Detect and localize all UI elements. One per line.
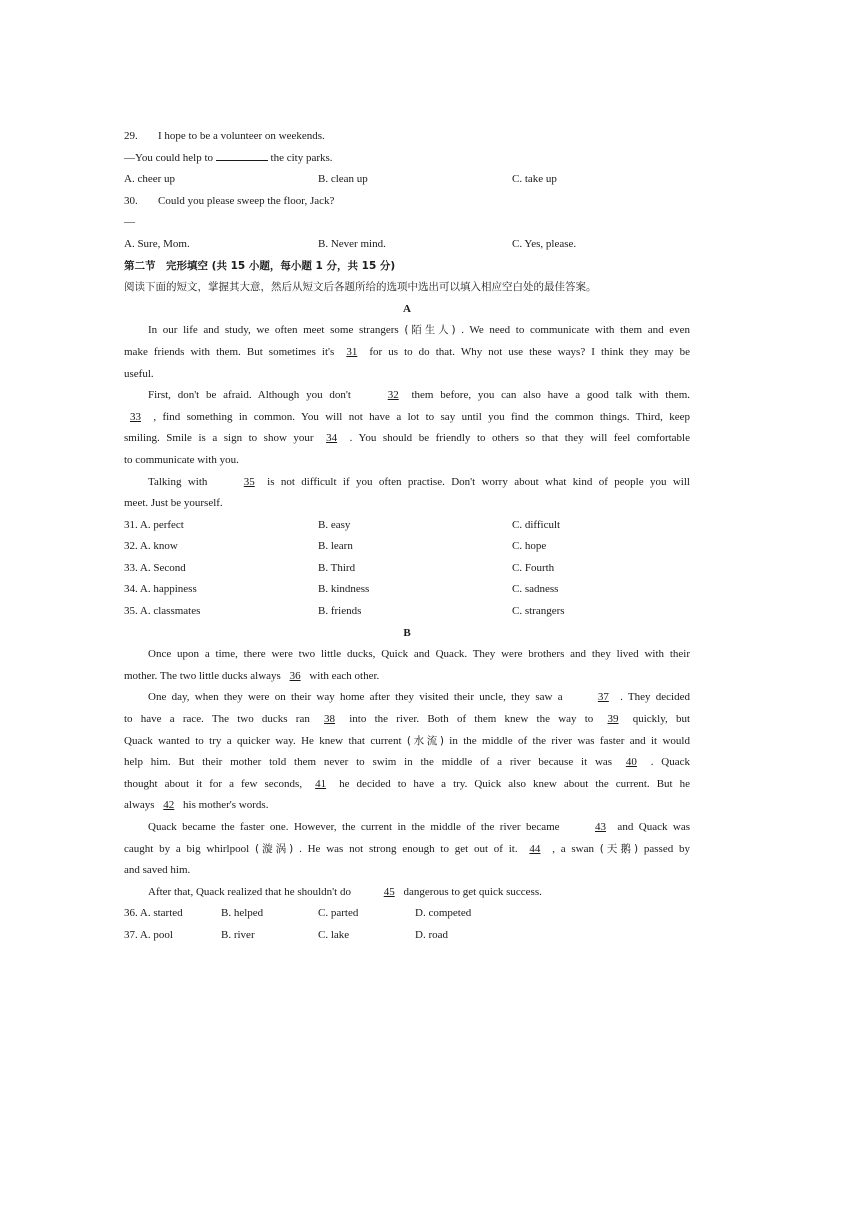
option-a: 32. A. know — [124, 540, 178, 553]
blank-42: 42 — [163, 799, 175, 812]
q29-option-a: A. cheer up — [124, 173, 176, 186]
text-span: always — [124, 799, 158, 812]
text-span: dangerous to get quick success. — [400, 885, 542, 898]
blank-34: 34 — [326, 432, 338, 445]
passage-a-line — [124, 493, 690, 515]
gloss-current: (水流) — [406, 734, 444, 747]
gloss-swan: (天鹅) — [599, 842, 639, 855]
q29-number: 29. — [124, 130, 138, 142]
q29-prompt-text: I hope to be a volunteer on weekends. — [158, 130, 325, 142]
blank-32: 32 — [387, 389, 399, 402]
passage-b-line — [124, 731, 690, 753]
text-span: . We need to communicate with them and even — [455, 324, 690, 337]
passage-a-line — [124, 472, 690, 494]
passage-a-label: A — [403, 302, 411, 315]
option-a: 36. A. started — [124, 907, 183, 920]
option-c: C. difficult — [512, 518, 561, 531]
text-span: into the river. Both of them knew the way to — [341, 713, 602, 726]
text-span: . Quack — [642, 756, 690, 769]
option-b: B. friends — [318, 605, 362, 618]
passage-a-line — [124, 364, 690, 386]
option-a: 33. A. Second — [124, 561, 186, 574]
blank-31: 31 — [346, 345, 358, 358]
option-d: D. competed — [415, 907, 472, 920]
text-span: Talking with — [148, 475, 214, 488]
blank-43: 43 — [595, 821, 606, 833]
section-title: 第二节 完形填空 (共 15 小题，每小题 1 分，共 15 分) — [124, 259, 396, 272]
text-span: useful. — [124, 367, 154, 380]
passage-a-line — [124, 407, 690, 429]
options-a — [124, 515, 690, 623]
q29-options — [124, 169, 690, 191]
option-a: 37. A. pool — [124, 928, 173, 941]
blank-39: 39 — [607, 713, 619, 726]
option-a: 35. A. classmates — [124, 605, 201, 618]
option-row — [124, 536, 690, 558]
q29-option-c: C. take up — [512, 173, 557, 186]
q29-prompt — [124, 126, 690, 148]
blank-40: 40 — [625, 756, 637, 769]
q29-blank — [216, 150, 268, 161]
text-span: (陌生人) — [404, 324, 456, 337]
text-span: After that, Quack realized that he shouldn't do — [148, 885, 354, 898]
passage-a-line — [124, 385, 690, 407]
option-row — [124, 579, 690, 601]
passage-b-line — [124, 839, 690, 861]
text-span: Quack became the faster one. However, the current in the middle of the river became — [148, 821, 565, 833]
blank-45: 45 — [383, 885, 395, 898]
option-b: B. helped — [221, 907, 264, 920]
text-span: in the middle of the river was faster and it would — [443, 734, 690, 747]
text-span: . He was not strong enough to get out of it. — [293, 842, 524, 855]
text-span: caught by a big whirlpool — [124, 842, 255, 855]
blank-38: 38 — [324, 713, 336, 726]
text-span: passed by — [638, 842, 691, 855]
blank-33: 33 — [130, 410, 141, 423]
text-span: them before, you can also have a good talk with them. — [404, 389, 691, 402]
q29-option-b: B. clean up — [318, 173, 368, 186]
blank-37: 37 — [597, 691, 609, 704]
option-c: C. lake — [318, 928, 350, 941]
passage-a-line — [124, 320, 690, 342]
option-d: D. road — [415, 928, 448, 941]
text-span: with each other. — [306, 669, 380, 682]
q29-reply-before: —You could help to — [124, 151, 214, 164]
q30-options — [124, 234, 690, 256]
option-row — [124, 558, 690, 580]
option-b: B. Third — [318, 561, 356, 574]
text-span: is not difficult if you often practise. Don't worry about what kind of people you will — [260, 475, 690, 488]
text-span: . You should be friendly to others so that they will feel comfortable — [343, 432, 690, 445]
passage-a-line — [124, 342, 690, 364]
option-c: C. hope — [512, 540, 547, 553]
option-a: 34. A. happiness — [124, 583, 197, 596]
blank-41: 41 — [315, 777, 327, 790]
passage-b-line — [124, 666, 690, 688]
q30-option-c: C. Yes, please. — [512, 237, 577, 250]
q29-reply — [124, 148, 690, 170]
text-span: First, don't be afraid. Although you don't — [148, 389, 358, 402]
passage-b-line: Once upon a time, there were two little ducks, Quick and Quack. They were brothers and they lived with their — [148, 648, 690, 661]
text-span: smiling. Smile is a sign to show your — [124, 432, 321, 445]
q30-prompt — [124, 191, 690, 213]
blank-35: 35 — [243, 475, 255, 488]
text-span: thought about it for a few seconds, — [124, 777, 310, 790]
option-c: C. Fourth — [512, 561, 555, 574]
passage-b-line — [124, 817, 690, 839]
passage-b-line — [124, 795, 690, 817]
text-span: he decided to have a try. Quick also knew about the current. But he — [332, 777, 690, 790]
option-c: C. strangers — [512, 605, 565, 618]
q30-prompt-text: Could you please sweep the floor, Jack? — [158, 194, 335, 207]
q30-option-a: A. Sure, Mom. — [124, 237, 190, 250]
q30-number: 30. — [124, 194, 138, 207]
text-span: help him. But their mother told them never to swim in the middle of a river because it was — [124, 756, 620, 769]
option-c: C. sadness — [512, 583, 559, 596]
text-span: Quack wanted to try a quicker way. He knew that current — [124, 734, 407, 747]
text-span: . They decided — [614, 691, 690, 704]
text-span: One day, when they were on their way home after they visited their uncle, they saw a — [148, 691, 568, 704]
text-span: meet. Just be yourself. — [124, 497, 223, 510]
text-span: to communicate with you. — [124, 453, 239, 466]
passage-a-line — [124, 428, 690, 450]
option-row — [124, 601, 690, 623]
passage-b-line — [124, 752, 690, 774]
option-b: B. river — [221, 928, 255, 941]
option-b: B. kindness — [318, 583, 370, 596]
option-row — [124, 925, 690, 947]
blank-36: 36 — [289, 669, 301, 682]
q30-option-b: B. Never mind. — [318, 237, 386, 250]
option-row — [124, 515, 690, 537]
passage-b-line — [124, 687, 690, 709]
passage-b-label: B — [403, 626, 411, 639]
options-b — [124, 903, 690, 946]
text-span: , a swan — [546, 842, 600, 855]
passage-b-line — [124, 709, 690, 731]
gloss-whirlpool: (漩涡) — [254, 842, 294, 855]
section-instruction: 阅读下面的短文，掌握其大意，然后从短文后各题所给的选项中选出可以填入相应空白处的最佳答案。 — [124, 281, 597, 294]
q30-reply: — — [124, 216, 135, 229]
q29-reply-after: the city parks. — [270, 151, 333, 164]
text-span: to have a race. The two ducks ran — [124, 713, 319, 726]
text-span: , find something in common. You will not have a lot to say until you find the common things. Third, keep — [147, 410, 690, 423]
passage-a-line — [124, 450, 690, 472]
option-a: 31. A. perfect — [124, 518, 184, 531]
text-span: quickly, but — [624, 713, 691, 726]
option-b: B. learn — [318, 540, 353, 553]
option-c: C. parted — [318, 907, 359, 920]
exam-page — [124, 126, 690, 947]
text-span: for us to do that. Why not use these ways? I think they may be — [363, 345, 690, 358]
option-row — [124, 903, 690, 925]
blank-44: 44 — [529, 842, 541, 855]
option-b: B. easy — [318, 518, 351, 531]
passage-b-line: and saved him. — [124, 864, 191, 877]
text-span: make friends with them. But sometimes it's — [124, 345, 341, 358]
text-span: his mother's words. — [180, 799, 269, 812]
text-span: mother. The two little ducks always — [124, 669, 284, 682]
text-span: In our life and study, we often meet some strangers — [148, 324, 405, 337]
passage-b-line — [124, 774, 690, 796]
passage-a — [124, 320, 690, 514]
text-span: and Quack was — [612, 821, 690, 833]
passage-b-line — [124, 882, 690, 904]
